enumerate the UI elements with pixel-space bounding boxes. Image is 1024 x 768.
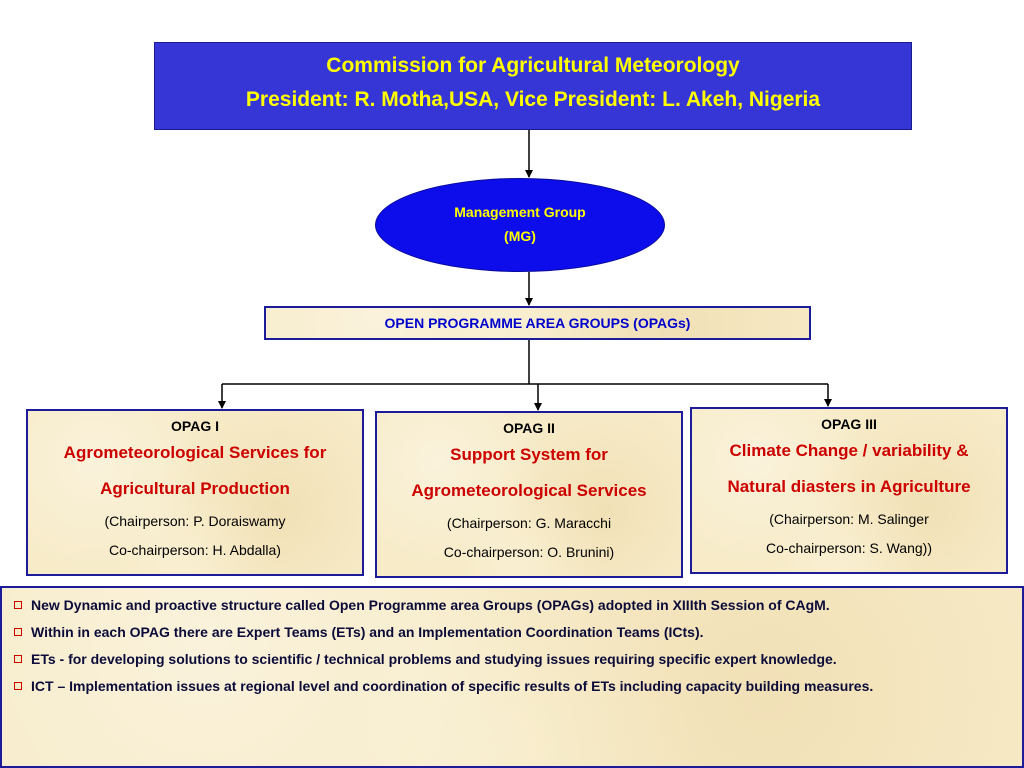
note-text: New Dynamic and proactive structure called Open Programme area Groups (OPAGs) adopted in XIIIth Session of CAgM. <box>31 597 830 613</box>
hollow-square-bullet-icon <box>14 655 22 663</box>
notes-list <box>14 596 1012 695</box>
list-item <box>14 650 1012 668</box>
opags-header-label: OPEN PROGRAMME AREA GROUPS (OPAGs) <box>384 315 691 331</box>
opag-name: OPAG III <box>821 416 877 432</box>
management-group-abbrev: (MG) <box>504 228 536 244</box>
commission-officers: President: R. Motha,USA, Vice President: L. Akeh, Nigeria <box>245 88 821 111</box>
opag-title-line1: Agrometeorological Services for <box>63 443 327 462</box>
opag-title-line1: Climate Change / variability & <box>729 441 969 460</box>
notes-panel <box>0 586 1024 768</box>
management-group-label: Management Group <box>454 204 586 220</box>
opag-chairperson: (Chairperson: M. Salinger <box>769 511 929 527</box>
opag-cochairperson: Co-chairperson: S. Wang)) <box>766 540 932 556</box>
opag-title-line2: Agrometeorological Services <box>411 481 647 500</box>
opag-cochairperson: Co-chairperson: O. Brunini) <box>443 544 615 560</box>
list-item <box>14 677 1012 695</box>
hollow-square-bullet-icon <box>14 628 22 636</box>
note-text: ETs - for developing solutions to scientific / technical problems and studying issues requiring specific expert knowledge. <box>31 651 837 667</box>
opag-chairperson: (Chairperson: P. Doraiswamy <box>104 513 286 529</box>
hollow-square-bullet-icon <box>14 601 22 609</box>
opag-1-box <box>26 409 364 576</box>
opag-name: OPAG II <box>503 420 555 436</box>
opags-header <box>264 306 811 340</box>
list-item <box>14 623 1012 641</box>
opag-chairperson: (Chairperson: G. Maracchi <box>446 515 612 531</box>
opag-title-line2: Agricultural Production <box>100 479 290 498</box>
opag-2-box <box>375 411 683 578</box>
list-item <box>14 596 1012 614</box>
opag-name: OPAG I <box>171 418 219 434</box>
opag-title-line2: Natural diasters in Agriculture <box>727 477 971 496</box>
commission-title: Commission for Agricultural Meteorology <box>326 54 740 77</box>
hollow-square-bullet-icon <box>14 682 22 690</box>
management-group-node <box>375 178 665 272</box>
note-text: ICT – Implementation issues at regional level and coordination of specific results of ETs including capacity building measures. <box>31 678 874 694</box>
opag-3-box <box>690 407 1008 574</box>
opag-title-line1: Support System for <box>450 445 608 464</box>
note-text: Within in each OPAG there are Expert Teams (ETs) and an Implementation Coordination Teams (ICts). <box>31 624 704 640</box>
opag-cochairperson: Co-chairperson: H. Abdalla) <box>109 542 281 558</box>
